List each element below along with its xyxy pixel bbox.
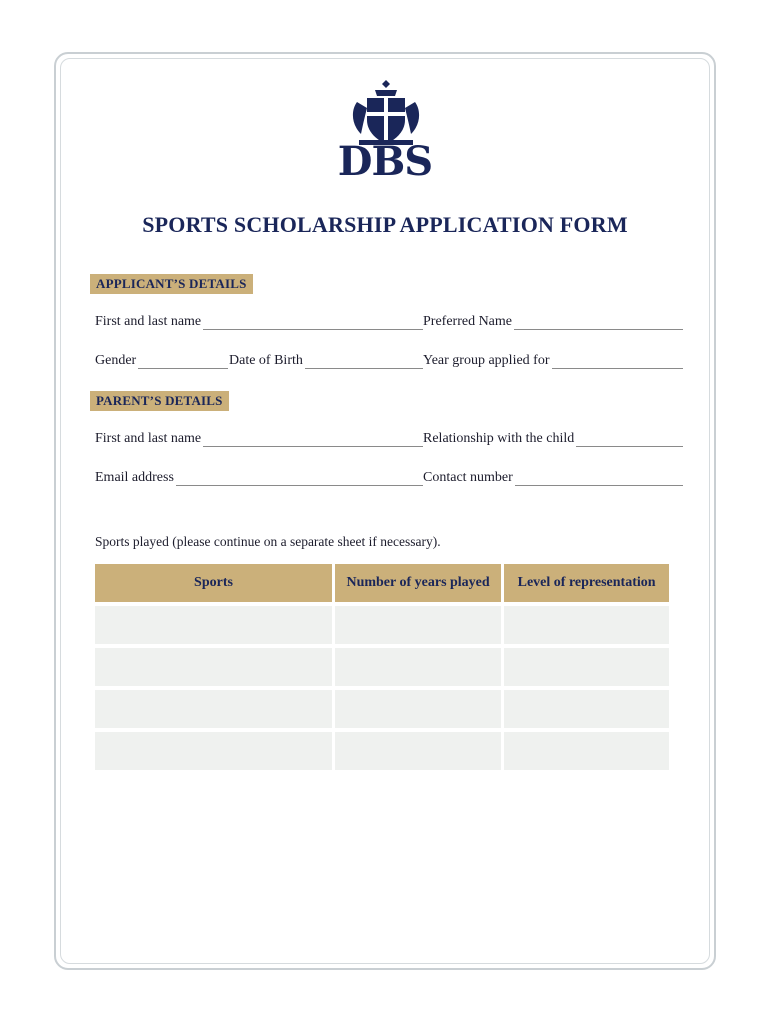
- email-label: Email address: [95, 470, 174, 485]
- sports-table: [92, 560, 672, 774]
- gender-field[interactable]: [95, 353, 228, 369]
- sport-cell[interactable]: [95, 732, 332, 770]
- sport-cell[interactable]: [95, 648, 332, 686]
- sport-cell[interactable]: [95, 606, 332, 644]
- gender-label: Gender: [95, 353, 137, 368]
- parent-name-line[interactable]: [203, 434, 423, 447]
- parent-name-label: First and last name: [95, 431, 202, 446]
- relationship-label: Relationship with the child: [423, 431, 575, 446]
- contact-number-field[interactable]: [423, 470, 683, 486]
- column-header-level: Level of representation: [504, 564, 669, 602]
- preferred-name-label: Preferred Name: [423, 314, 513, 329]
- dob-label: Date of Birth: [229, 353, 303, 368]
- sport-cell[interactable]: [95, 690, 332, 728]
- form-title: SPORTS SCHOLARSHIP APPLICATION FORM: [142, 212, 628, 237]
- year-group-label: Year group applied for: [423, 353, 550, 368]
- years-cell[interactable]: [335, 690, 501, 728]
- dbs-logo: DBS: [337, 138, 433, 185]
- contact-number-label: Contact number: [423, 470, 513, 485]
- years-cell[interactable]: [335, 606, 501, 644]
- relationship-line[interactable]: [576, 434, 683, 447]
- table-row: [95, 606, 669, 644]
- table-row: [95, 732, 669, 770]
- level-cell[interactable]: [504, 732, 669, 770]
- preferred-name-field[interactable]: [423, 314, 683, 330]
- sports-note: Sports played (please continue on a separate sheet if necessary).: [95, 534, 441, 549]
- applicant-name-line[interactable]: [203, 317, 423, 330]
- table-row: [95, 690, 669, 728]
- gender-line[interactable]: [138, 356, 228, 369]
- level-cell[interactable]: [504, 690, 669, 728]
- level-cell[interactable]: [504, 648, 669, 686]
- email-field[interactable]: [95, 470, 423, 486]
- year-group-field[interactable]: [423, 353, 683, 369]
- relationship-field[interactable]: [423, 431, 683, 447]
- dob-field[interactable]: [229, 353, 423, 369]
- parent-details-heading: PARENT’S DETAILS: [90, 391, 229, 411]
- years-cell[interactable]: [335, 648, 501, 686]
- email-line[interactable]: [176, 473, 423, 486]
- years-cell[interactable]: [335, 732, 501, 770]
- sports-table-header: [95, 564, 669, 602]
- applicant-name-label: First and last name: [95, 314, 202, 329]
- applicant-details-heading: APPLICANT’S DETAILS: [90, 274, 253, 294]
- level-cell[interactable]: [504, 606, 669, 644]
- contact-number-line[interactable]: [515, 473, 683, 486]
- dob-line[interactable]: [305, 356, 423, 369]
- table-row: [95, 648, 669, 686]
- applicant-name-field[interactable]: [95, 314, 423, 330]
- preferred-name-line[interactable]: [514, 317, 683, 330]
- page-border-inner: [60, 58, 710, 964]
- column-header-years: Number of years played: [335, 564, 501, 602]
- year-group-line[interactable]: [552, 356, 684, 369]
- parent-name-field[interactable]: [95, 431, 423, 447]
- column-header-sports: Sports: [95, 564, 332, 602]
